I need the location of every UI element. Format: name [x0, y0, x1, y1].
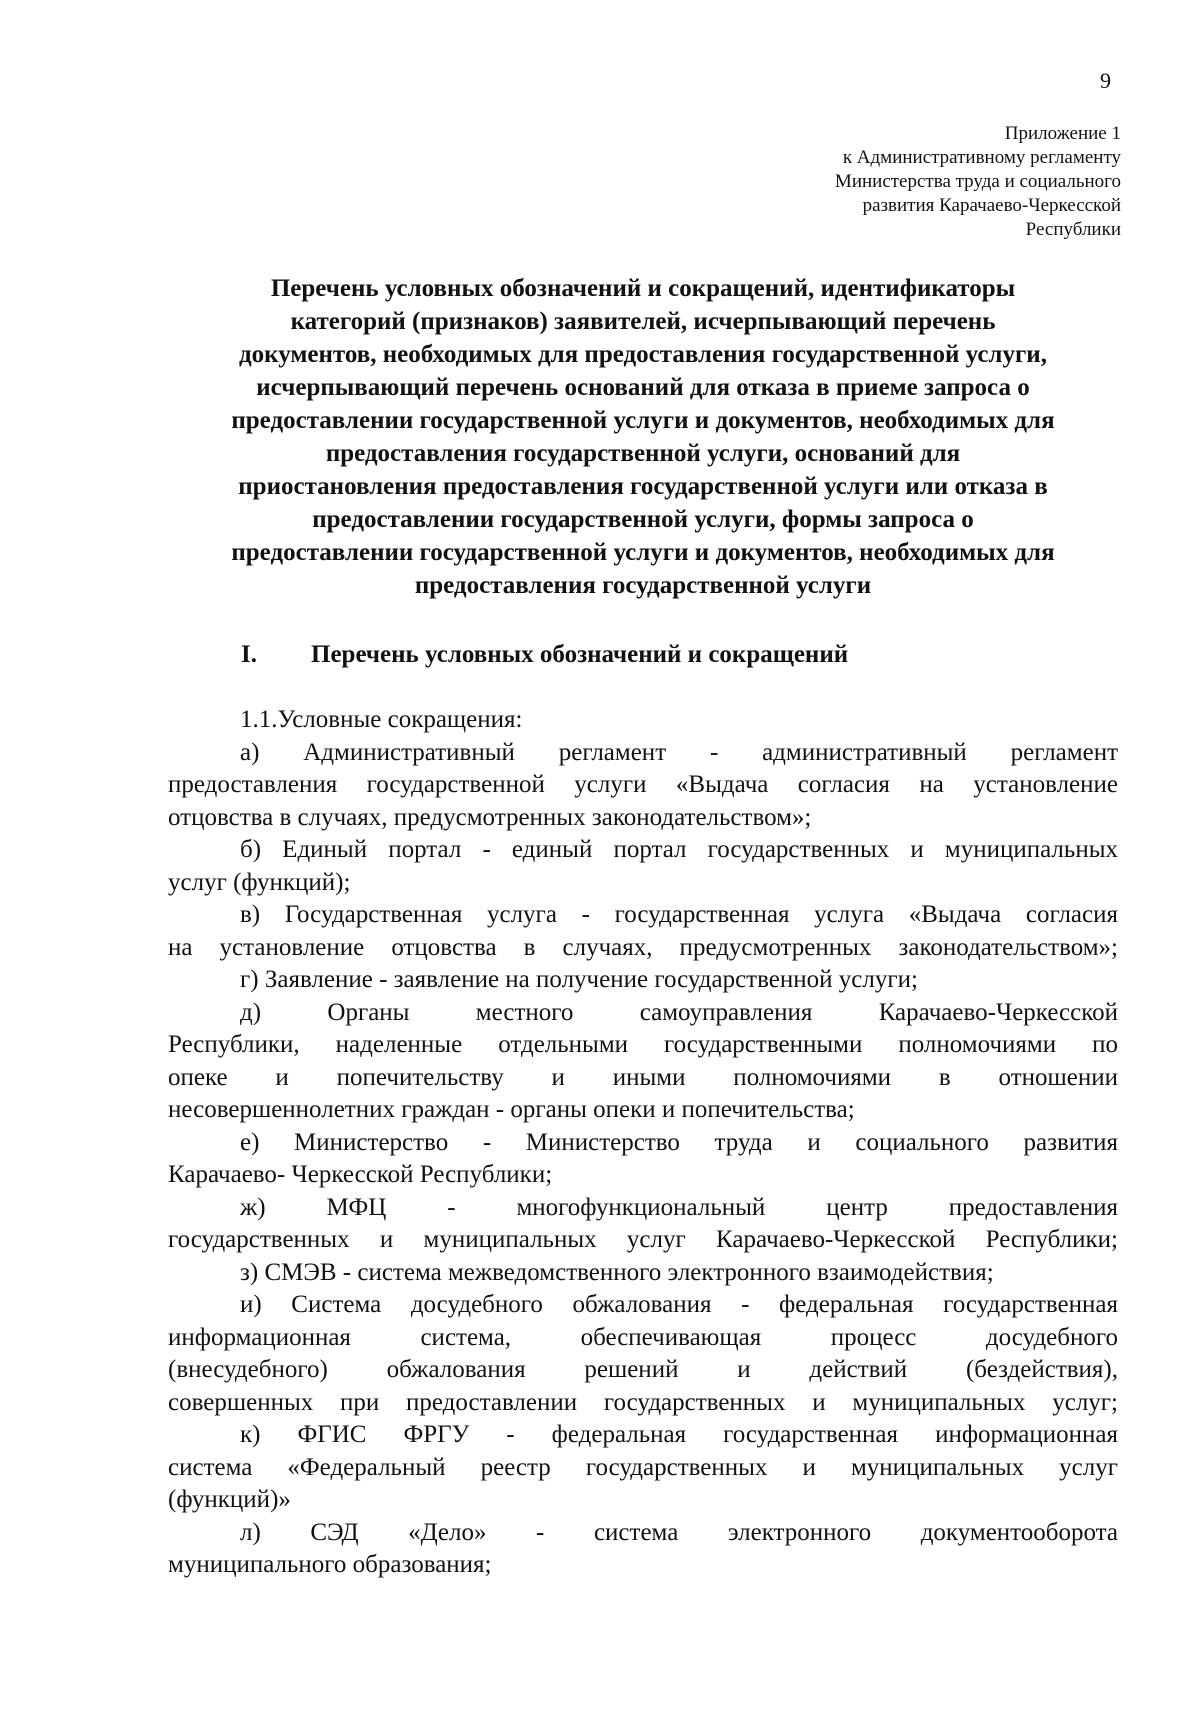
annex-line: Приложение 1 — [1004, 123, 1121, 144]
body-line: государственных и муниципальных услуг Карачаево-Черкесской Республики; — [168, 1226, 1118, 1253]
title-line: категорий (признаков) заявителей, исчерпывающий перечень — [290, 308, 996, 335]
body-line: д) Органы местного самоуправления Карачаево-Черкесской — [240, 998, 1118, 1026]
annex-line: Министерства труда и социального — [834, 171, 1121, 192]
body-line: з) СМЭВ - система межведомственного электронного взаимодействия; — [240, 1258, 994, 1286]
body-line: информационная система, обеспечивающая процесс досудебного — [168, 1323, 1118, 1351]
annex-line: развития Карачаево-Черкесской — [862, 195, 1121, 216]
body-line: (функций)» — [168, 1486, 291, 1513]
body-line: л) СЭД «Дело» - система электронного документооборота — [240, 1518, 1118, 1546]
body-line: несовершеннолетних граждан - органы опеки и попечительства; — [168, 1096, 855, 1123]
body-line: и) Система досудебного обжалования - федеральная государственная — [240, 1291, 1118, 1318]
title-line: предоставлении государственной услуги, формы запроса о — [312, 506, 974, 533]
title-line: приостановления предоставления государственной услуги или отказа в — [238, 473, 1048, 500]
section-title: Перечень условных обозначений и сокращений — [311, 641, 849, 668]
annex-line: к Административному регламенту — [842, 147, 1121, 168]
body-line: на установление отцовства в случаях, предусмотренных законодательством»; — [168, 933, 1118, 961]
body-line: в) Государственная услуга - государственная услуга «Выдача согласия — [240, 901, 1118, 928]
annex-reference — [780, 122, 1121, 242]
title-line: предоставлении государственной услуги и документов, необходимых для — [231, 407, 1055, 434]
title-line: предоставлении государственной услуги и документов, необходимых для — [231, 539, 1055, 566]
body-line: совершенных при предоставлении государственных и муниципальных услуг; — [168, 1388, 1118, 1416]
body-line: б) Единый портал - единый портал государственных и муниципальных — [240, 836, 1118, 863]
body-line: (внесудебного) обжалования решений и действий (бездействия), — [168, 1356, 1118, 1383]
title-line: предоставления государственной услуги, оснований для — [325, 440, 961, 467]
body-line: е) Министерство - Министерство труда и социального развития — [240, 1128, 1118, 1156]
body-line: Республики, наделенные отдельными государственными полномочиями по — [168, 1031, 1118, 1058]
section-heading — [241, 641, 848, 669]
body-line: Карачаево- Черкесской Республики; — [168, 1161, 553, 1188]
annex-line: Республики — [1025, 219, 1121, 240]
title-line: Перечень условных обозначений и сокращений, идентификаторы — [270, 275, 1016, 302]
body-line: г) Заявление - заявление на получение государственной услуги; — [240, 966, 918, 993]
title-line: предоставления государственной услуги — [414, 572, 872, 599]
body-line: к) ФГИС ФРГУ - федеральная государственная информационная — [240, 1421, 1118, 1448]
body-line: 1.1.Условные сокращения: — [240, 706, 523, 733]
body-text — [168, 704, 1118, 1582]
document-title — [168, 272, 1118, 602]
body-line: опеке и попечительству и иными полномочиями в отношении — [168, 1063, 1118, 1091]
body-line: а) Административный регламент - административный регламент — [240, 738, 1118, 766]
section-number: I. — [241, 641, 257, 668]
body-line: предоставления государственной услуги «Выдача согласия на установление — [168, 771, 1118, 798]
body-line: услуг (функций); — [168, 868, 351, 896]
title-line: исчерпывающий перечень оснований для отказа в приеме запроса о — [256, 374, 1030, 401]
body-line: система «Федеральный реестр государственных и муниципальных услуг — [168, 1453, 1118, 1481]
body-line: ж) МФЦ - многофункциональный центр предоставления — [240, 1193, 1118, 1221]
body-line: муниципального образования; — [168, 1551, 492, 1578]
body-line: отцовства в случаях, предусмотренных законодательством»; — [168, 803, 812, 831]
page-number: 9 — [1100, 68, 1111, 93]
title-line: документов, необходимых для предоставления государственной услуги, — [239, 341, 1047, 368]
